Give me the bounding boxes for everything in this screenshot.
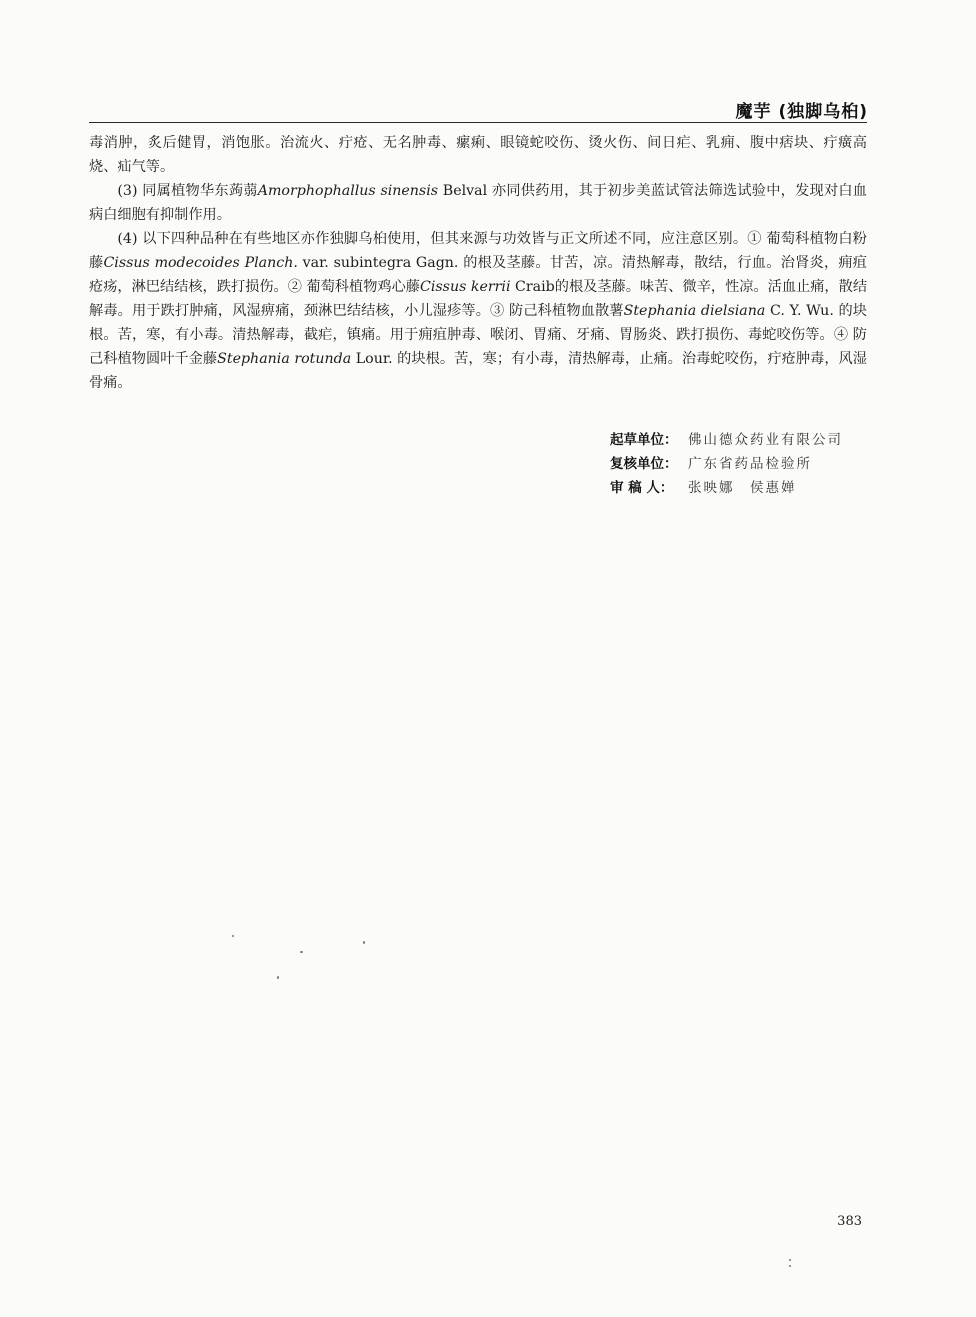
latin-name-stephania-dielsiana: Stephania dielsiana [623,303,766,319]
note-4-text-4: C. Y. Wu. 的块根。苦，寒，有小毒。清热解毒，截疟，镇痛。用于痈疽肿毒、喉闭、胃痛、牙痛、胃肠炎、跌打损伤、毒蛇咬伤等。④ 防己科植物圆叶千金藤 [89,303,867,367]
credit-label: 复核单位： [610,456,678,472]
credit-review-unit [610,452,870,476]
note-4-text-2: var. subintegra Gagn. 的根及茎藤。甘苦，凉。清热解毒，散结，行血。治肾炎，痈疽疮疡，淋巴结结核，跌打损伤。② 葡萄科植物鸡心藤 [89,255,867,295]
scan-speck [363,941,365,944]
scan-speck [277,976,279,979]
latin-name-amorphophallus: Amorphophallus sinensis [257,183,439,199]
scan-speck [300,951,303,953]
note-3-text-b: Belval 亦同供药用，其于初步美蓝试管法筛选试验中，发现对白血病白细胞有抑制作用。 [89,183,867,223]
credit-reviewer [610,476,870,500]
running-header-title: 魔芋 (独脚乌桕) [735,102,868,122]
credit-value: 广东省药品检验所 [688,456,812,472]
paragraph-note-4 [89,227,867,395]
note-4-text-1: (4) 以下四种品种在有些地区亦作独脚乌桕使用，但其来源与功效皆与正文所述不同，应注意区别。① 葡萄科植物白粉藤 [89,231,867,271]
scan-speck [789,1259,791,1261]
latin-name-stephania-rotunda: Stephania rotunda [217,351,352,367]
note-4-text-3: Craib的根及茎藤。味苦、微辛，性凉。活血止痛，散结解毒。用于跌打肿痛，风湿痹痛，颈淋巴结结核，小儿湿疹等。③ 防己科植物血散薯 [89,279,868,319]
credit-label: 起草单位： [610,432,678,448]
latin-name-cissus-kerrii: Cissus kerrii [419,279,511,295]
credit-value: 佛山德众药业有限公司 [688,432,843,448]
credit-drafting-unit [610,428,870,452]
credits-block [610,428,870,500]
credit-label: 审 稿 人： [610,480,674,496]
credit-value: 张映娜 侯惠婵 [688,480,797,496]
note-3-text-a: (3) 同属植物华东蒟蒻 [117,183,258,199]
body-text [89,131,867,395]
latin-name-cissus-modecoides: Cissus modecoides Planch. [103,255,298,271]
paragraph-note-3 [89,179,867,227]
note-4-text-5: Lour. 的块根。苦，寒；有小毒，清热解毒，止痛。治毒蛇咬伤，疔疮肿毒，风湿骨痛。 [89,351,867,391]
page-number: 383 [837,1214,862,1229]
scan-speck [789,1265,791,1267]
paragraph-continuation: 毒消肿，炙后健胃，消饱胀。治流火、疔疮、无名肿毒、瘰痢、眼镜蛇咬伤、烫火伤、间日疟、乳痈、腹中痞块、疔癀高烧、疝气等。 [89,135,867,175]
scan-speck [232,935,234,937]
header-rule [89,122,867,123]
